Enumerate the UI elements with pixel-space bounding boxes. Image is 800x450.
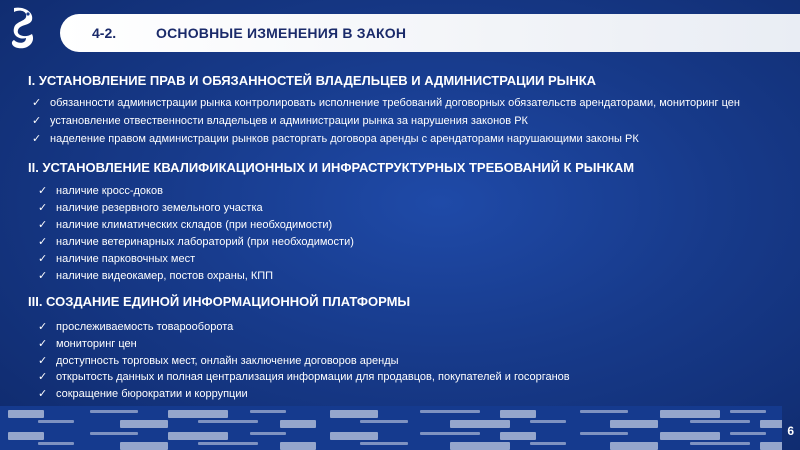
footer-logo-mark [198, 420, 258, 423]
check-icon: ✓ [38, 219, 48, 231]
footer-logo-mark [760, 420, 782, 428]
list-item: ✓ доступность торговых мест, онлайн заключение договоров аренды [38, 354, 399, 367]
footer-logo-mark [450, 420, 510, 428]
page-number: 6 [787, 424, 794, 438]
section-title-rights: I. УСТАНОВЛЕНИЕ ПРАВ И ОБЯЗАННОСТЕЙ ВЛАДЕЛЬЦЕВ И АДМИНИСТРАЦИИ РЫНКА [28, 73, 597, 88]
footer-logo-mark [280, 442, 316, 450]
list-item: ✓ установление отвественности владельцев и администрации рынка за нарушения законов РК [32, 115, 528, 127]
footer-logo-mark [168, 432, 228, 440]
footer-logo-mark [360, 442, 408, 445]
list-item: ✓ наличие ветеринарных лабораторий (при необходимости) [38, 236, 354, 248]
footer-logo-mark [120, 442, 168, 450]
check-icon: ✓ [38, 337, 48, 350]
check-icon: ✓ [38, 253, 48, 265]
slide-title: ОСНОВНЫЕ ИЗМЕНЕНИЯ В ЗАКОН [156, 25, 407, 41]
footer-logo-mark [38, 442, 74, 445]
list-item: ✓ прослеживаемость товарооборота [38, 321, 234, 333]
footer-logo-mark [610, 420, 658, 428]
header-bar [60, 14, 800, 52]
list-item: ✓ наличие видеокамер, постов охраны, КПП [38, 270, 274, 282]
list-platform [38, 320, 570, 404]
check-icon: ✓ [38, 270, 48, 282]
footer-logo-mark [420, 410, 480, 413]
list-item: ✓ сокращение бюрократии и коррупции [38, 388, 248, 401]
footer-logo-mark [250, 432, 286, 435]
slide-number-label: 4-2. [92, 25, 117, 41]
footer-logo-mark [360, 420, 408, 423]
footer-logo-mark [660, 432, 720, 440]
list-item: ✓ наделение правом администрации рынков расторгать договора аренды с арендаторами нарушающими законы РК [32, 133, 639, 145]
list-item: ✓ наличие резервного земельного участка [38, 202, 263, 214]
footer-logo-mark [38, 420, 74, 423]
check-icon: ✓ [38, 371, 48, 384]
check-icon: ✓ [38, 388, 48, 401]
footer-logo-mark [500, 432, 536, 440]
section-title-requirements: II. УСТАНОВЛЕНИЕ КВАЛИФИКАЦИОННЫХ И ИНФРАСТРУКТУРНЫХ ТРЕБОВАНИЙ К РЫНКАМ [28, 160, 635, 175]
list-rights [32, 96, 740, 150]
footer-logo-mark [8, 432, 44, 440]
footer-logo-mark [168, 410, 228, 418]
list-item: ✓ мониторинг цен [38, 337, 137, 350]
footer-logo-mark [530, 420, 566, 423]
check-icon: ✓ [38, 236, 48, 248]
snow-leopard-logo-icon [6, 4, 40, 52]
list-item: ✓ наличие климатических складов (при необходимости) [38, 219, 333, 231]
check-icon: ✓ [32, 115, 42, 127]
footer-logo-mark [450, 442, 510, 450]
list-item: ✓ открытость данных и полная централизация информации для продавцов, покупателей и госорганов [38, 371, 570, 384]
list-requirements [38, 184, 354, 286]
footer-logo-mark [500, 410, 536, 418]
list-item: ✓ наличие кросс-доков [38, 185, 163, 197]
list-item: ✓ обязанности администрации рынка контролировать исполнение требований договорных обязательств арендаторами, мониторинг цен [32, 97, 740, 109]
footer-logo-mark [250, 410, 286, 413]
footer-logo-mark [610, 442, 658, 450]
check-icon: ✓ [38, 185, 48, 197]
footer-logo-mark [690, 442, 750, 445]
footer-logo-mark [280, 420, 316, 428]
section-title-platform: III. СОЗДАНИЕ ЕДИНОЙ ИНФОРМАЦИОННОЙ ПЛАТФОРМЫ [28, 294, 411, 309]
footer-logo-mark [420, 432, 480, 435]
footer-logo-mark [760, 442, 782, 450]
check-icon: ✓ [38, 354, 48, 367]
footer-logo-mark [120, 420, 168, 428]
footer-logo-mark [690, 420, 750, 423]
check-icon: ✓ [32, 97, 42, 109]
footer-logo-mark [198, 442, 258, 445]
footer-logo-mark [90, 432, 138, 435]
footer-logo-mark [8, 410, 44, 418]
footer-logo-mark [90, 410, 138, 413]
footer-logo-mark [580, 432, 628, 435]
footer-logo-mark [330, 432, 378, 440]
footer-logo-mark [530, 442, 566, 445]
footer-logo-mark [730, 432, 766, 435]
footer-logo-strip [0, 406, 782, 450]
check-icon: ✓ [38, 321, 48, 333]
footer-logo-mark [660, 410, 720, 418]
list-item: ✓ наличие парковочных мест [38, 253, 196, 265]
footer-logo-mark [330, 410, 378, 418]
check-icon: ✓ [38, 202, 48, 214]
footer-logo-mark [730, 410, 766, 413]
footer-logo-mark [580, 410, 628, 413]
check-icon: ✓ [32, 133, 42, 145]
